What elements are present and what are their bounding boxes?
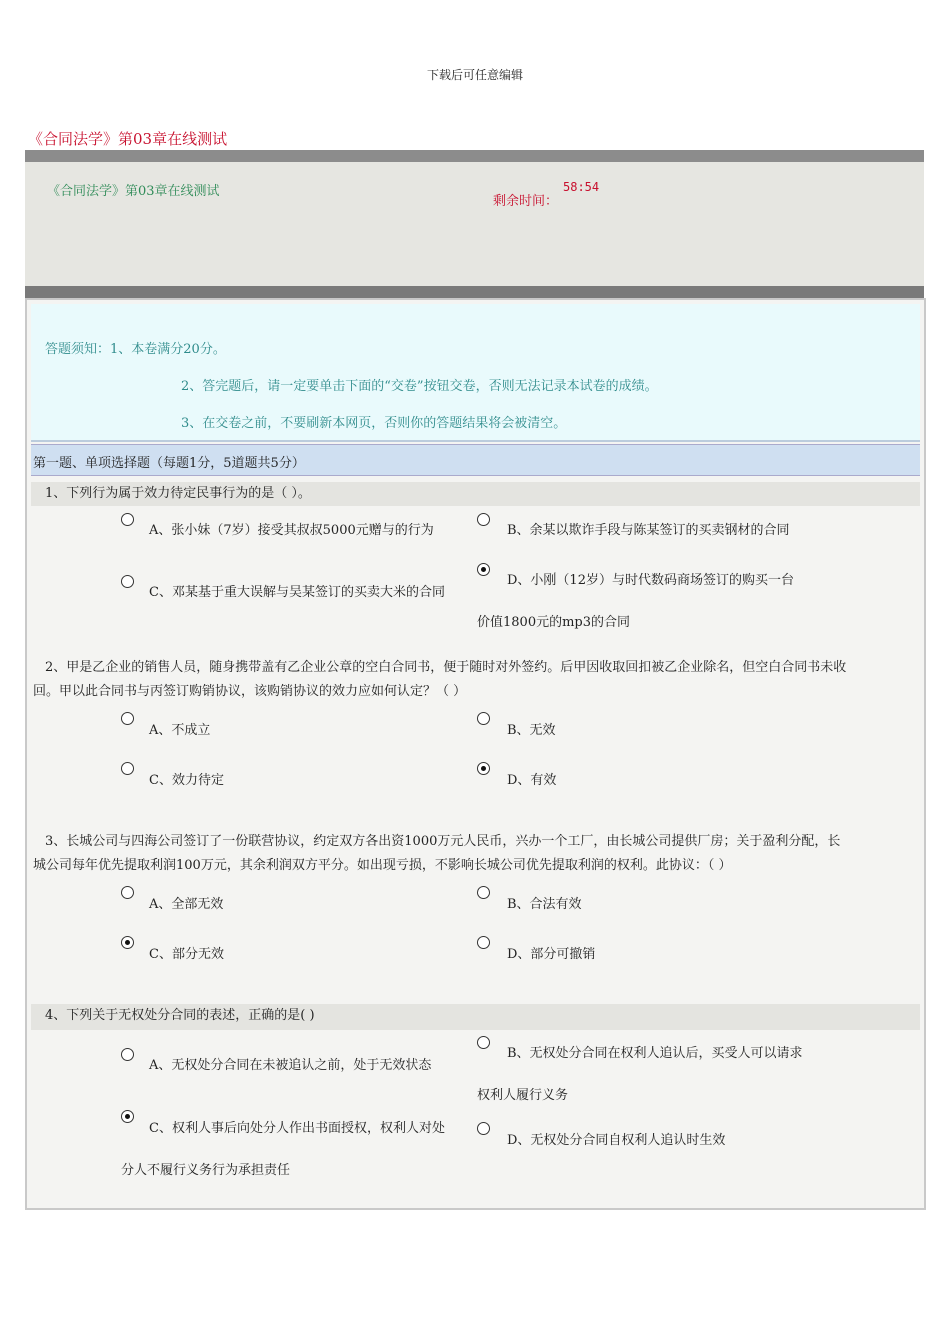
question-text: 4、下列关于无权处分合同的表述，正确的是( ) xyxy=(45,1008,315,1023)
header-top-bar xyxy=(25,150,924,162)
option-q1-d-line2: 价值1800元的mp3的合同 xyxy=(477,615,631,630)
question-stem-1 xyxy=(31,482,920,506)
radio-q1-d[interactable] xyxy=(477,563,490,576)
question-stem-2 xyxy=(31,656,920,706)
radio-q4-a[interactable] xyxy=(121,1048,134,1061)
radio-q4-c[interactable] xyxy=(121,1110,134,1123)
option-q2-a: A、不成立 xyxy=(149,723,211,738)
timer-label: 剩余时间： xyxy=(493,194,559,209)
watermark-text: 下载后可任意编辑 xyxy=(426,68,523,82)
radio-q2-c[interactable] xyxy=(121,762,134,775)
question-text: 1、下列行为属于效力待定民事行为的是（ ）。 xyxy=(45,486,311,501)
radio-q2-b[interactable] xyxy=(477,712,490,725)
notice-line-2: 2、答完题后，请一定要单击下面的“交卷”按钮交卷，否则无法记录本试卷的成绩。 xyxy=(181,379,658,394)
section-header xyxy=(31,444,920,476)
question-text-cont: 城公司每年优先提取利润100万元，其余利润双方平分。如出现亏损，不影响长城公司优先提取利润的权利。此协议：（ ） xyxy=(33,858,732,873)
radio-q3-d[interactable] xyxy=(477,936,490,949)
option-q2-d: D、有效 xyxy=(507,773,557,788)
question-stem-3 xyxy=(31,830,920,880)
exam-header xyxy=(25,162,924,286)
radio-q3-c[interactable] xyxy=(121,936,134,949)
notice-line-3: 3、在交卷之前，不要刷新本网页，否则你的答题结果将会被清空。 xyxy=(181,416,567,431)
option-q4-b-line2: 权利人履行义务 xyxy=(477,1088,569,1103)
question-text-cont: 回。甲以此合同书与丙签订购销协议，该购销协议的效力应如何认定？（ ） xyxy=(33,684,467,699)
section-title: 第一题、单项选择题（每题1分，5道题共5分） xyxy=(33,456,305,471)
question-stem-4 xyxy=(31,1004,920,1030)
question-text: 3、长城公司与四海公司签订了一份联营协议，约定双方各出资1000万元人民币，兴办一个工厂，由长城公司提供厂房；关于盈利分配，长 xyxy=(45,834,841,849)
radio-q1-b[interactable] xyxy=(477,513,490,526)
option-q3-c: C、部分无效 xyxy=(149,947,224,962)
radio-q4-d[interactable] xyxy=(477,1122,490,1135)
option-q3-a: A、全部无效 xyxy=(149,897,224,912)
option-q4-a: A、无权处分合同在未被追认之前，处于无效状态 xyxy=(149,1058,432,1073)
radio-q2-d[interactable] xyxy=(477,762,490,775)
option-q2-c: C、效力待定 xyxy=(149,773,224,788)
notice-line-1: 答题须知：1、本卷满分20分。 xyxy=(45,342,226,357)
option-q1-d: D、小刚（12岁）与时代数码商场签订的购买一台 xyxy=(507,573,794,588)
radio-q1-a[interactable] xyxy=(121,513,134,526)
page-title: 《合同法学》第03章在线测试 xyxy=(28,130,228,148)
notice-panel xyxy=(31,304,920,442)
radio-q4-b[interactable] xyxy=(477,1036,490,1049)
option-q4-b: B、无权处分合同在权利人追认后，买受人可以请求 xyxy=(507,1046,803,1061)
radio-q1-c[interactable] xyxy=(121,575,134,588)
option-q1-c: C、邓某基于重大误解与吴某签订的买卖大米的合同 xyxy=(149,585,445,600)
option-q1-b: B、余某以欺诈手段与陈某签订的买卖钢材的合同 xyxy=(507,523,790,538)
exam-name: 《合同法学》第03章在线测试 xyxy=(47,184,220,199)
option-q1-a: A、张小妹（7岁）接受其叔叔5000元赠与的行为 xyxy=(149,523,434,538)
option-q4-c: C、权利人事后向处分人作出书面授权，权利人对处 xyxy=(149,1121,445,1136)
option-q4-c-line2: 分人不履行义务行为承担责任 xyxy=(121,1163,291,1178)
timer-value: 58:54 xyxy=(563,180,600,194)
option-q3-d: D、部分可撤销 xyxy=(507,947,596,962)
radio-q3-a[interactable] xyxy=(121,886,134,899)
option-q4-d: D、无权处分合同自权利人追认时生效 xyxy=(507,1133,726,1148)
header-bottom-bar xyxy=(25,286,924,298)
radio-q2-a[interactable] xyxy=(121,712,134,725)
exam-body xyxy=(25,298,926,1210)
option-q3-b: B、合法有效 xyxy=(507,897,582,912)
radio-q3-b[interactable] xyxy=(477,886,490,899)
question-text: 2、甲是乙企业的销售人员，随身携带盖有乙企业公章的空白合同书，便于随时对外签约。后甲因收取回扣被乙企业除名，但空白合同书未收 xyxy=(45,660,847,675)
option-q2-b: B、无效 xyxy=(507,723,556,738)
